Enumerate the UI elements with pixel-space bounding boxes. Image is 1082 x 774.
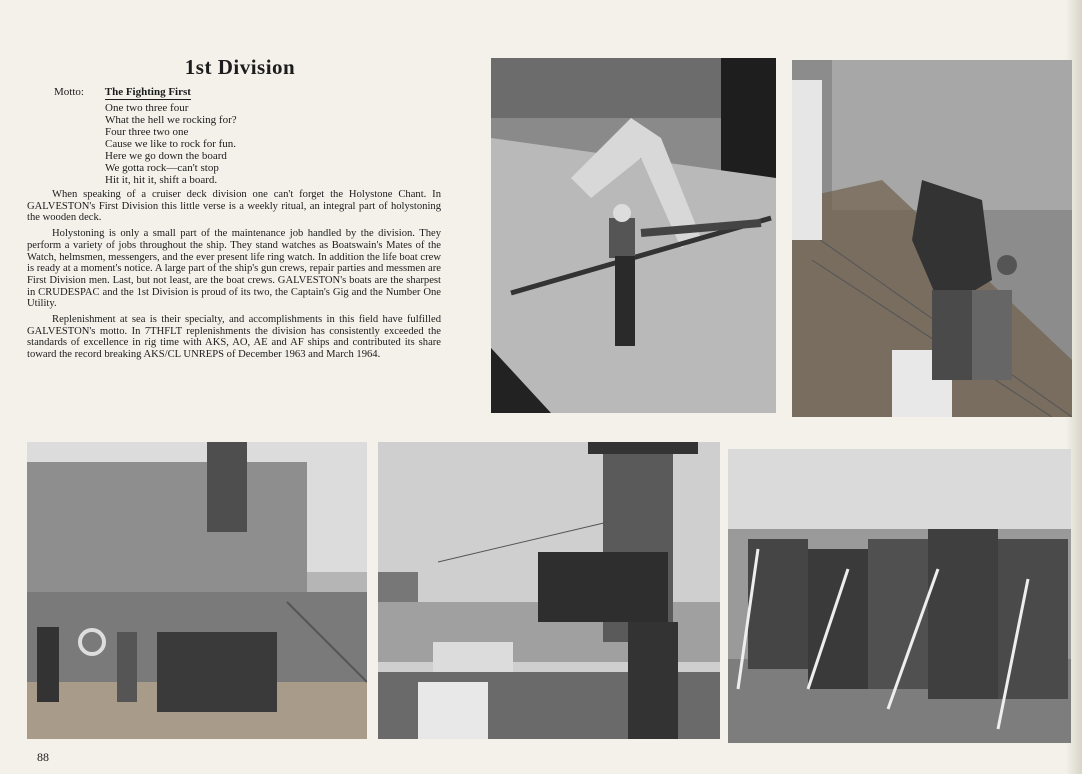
verse-line: One two three four: [105, 102, 189, 114]
body-text: [27, 189, 441, 365]
photo-holystoning-crew: [728, 449, 1071, 743]
verse-line: What the hell we rocking for?: [105, 114, 237, 126]
verse-line: Hit it, hit it, shift a board.: [105, 174, 218, 186]
photo-turret-and-mast: [378, 442, 720, 739]
photo-crew-on-deck: [27, 442, 367, 739]
body-paragraph: Holystoning is only a small part of the maintenance job handled by the division. They perform a variety of jobs throughout the ship. They stand watches as Boatswain's Mates of the Watch, helmsmen, messengers, and the ever present life ring watch. In addition the life boat crew is ready at a moment's notice. A large part of the ship's gun crews, repair parties and messmen are First Division men. Last, but not least, are the boat crews. GALVESTON's boats are the sharpest in CRUDESPAC and the 1st Division is proud of its two, the Captain's Gig and the Number One Utility.: [27, 228, 441, 310]
body-paragraph: Replenishment at sea is their specialty, and accomplishments in this field have fulfilled GALVESTON's motto. In 7THFLT replenishments the division has consistently exceeded the standards of excellence in rig time with AKS, AO, AE and AF ships and contributed its share toward the record breaking AKS/CL UNREPS of December 1963 and March 1964.: [27, 314, 441, 361]
verse-line: Four three two one: [105, 126, 189, 138]
verse-line: We gotta rock—can't stop: [105, 162, 219, 174]
motto-row: [54, 86, 191, 100]
holystone-chant-verse: [105, 102, 237, 186]
verse-line: Cause we like to rock for fun.: [105, 138, 237, 150]
motto-text: The Fighting First: [104, 86, 191, 98]
photo-replenishment-cargo-net: [792, 60, 1072, 417]
body-paragraph: When speaking of a cruiser deck division one can't forget the Holystone Chant. In GALVESTON's First Division this little verse is a weekly ritual, an integral part of holystoning the wooden deck.: [27, 189, 441, 224]
page-number: 88: [37, 750, 49, 764]
page-title: 1st Division: [184, 55, 296, 79]
motto-label: Motto:: [54, 86, 84, 98]
verse-line: Here we go down the board: [105, 150, 227, 162]
photo-sailor-on-hull: [491, 58, 776, 413]
